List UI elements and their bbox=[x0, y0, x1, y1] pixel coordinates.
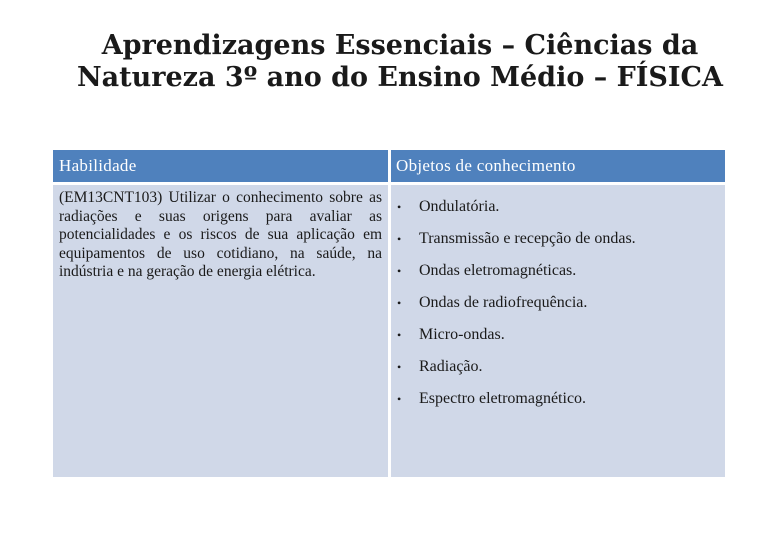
list-item bbox=[397, 293, 719, 325]
content-table bbox=[53, 150, 725, 477]
object-label: Transmissão e recepção de ondas. bbox=[419, 230, 636, 247]
objects-list bbox=[397, 197, 719, 421]
list-item bbox=[397, 389, 719, 421]
bullet-icon: • bbox=[397, 200, 402, 214]
header-objetos: Objetos de conhecimento bbox=[391, 150, 725, 182]
object-label: Micro-ondas. bbox=[419, 326, 505, 343]
object-label: Ondulatória. bbox=[419, 198, 500, 215]
slide-title: Aprendizagens Essenciais – Ciências da Natureza 3º ano do Ensino Médio – FÍSICA bbox=[77, 30, 723, 93]
bullet-icon: • bbox=[397, 328, 402, 342]
list-item bbox=[397, 357, 719, 389]
skill-cell bbox=[53, 185, 388, 477]
list-item bbox=[397, 325, 719, 357]
bullet-icon: • bbox=[397, 392, 402, 406]
list-item bbox=[397, 229, 719, 261]
object-label: Espectro eletromagnético. bbox=[419, 390, 587, 407]
bullet-icon: • bbox=[397, 296, 402, 310]
objects-cell bbox=[391, 185, 725, 477]
list-item bbox=[397, 197, 719, 229]
object-label: Ondas de radiofrequência. bbox=[419, 294, 588, 311]
object-label: Ondas eletromagnéticas. bbox=[419, 262, 577, 279]
skill-text: (EM13CNT103) Utilizar o conhecimento sobre as radiações e suas origens para avaliar as potencialidades e os riscos de sua aplicação em equipamentos de uso cotidiano, na saúde, na indústria e na geração de energia elétrica. bbox=[59, 189, 382, 280]
bullet-icon: • bbox=[397, 232, 402, 246]
list-item bbox=[397, 261, 719, 293]
bullet-icon: • bbox=[397, 264, 402, 278]
object-label: Radiação. bbox=[419, 358, 483, 375]
bullet-icon: • bbox=[397, 360, 402, 374]
header-habilidade: Habilidade bbox=[53, 150, 388, 182]
